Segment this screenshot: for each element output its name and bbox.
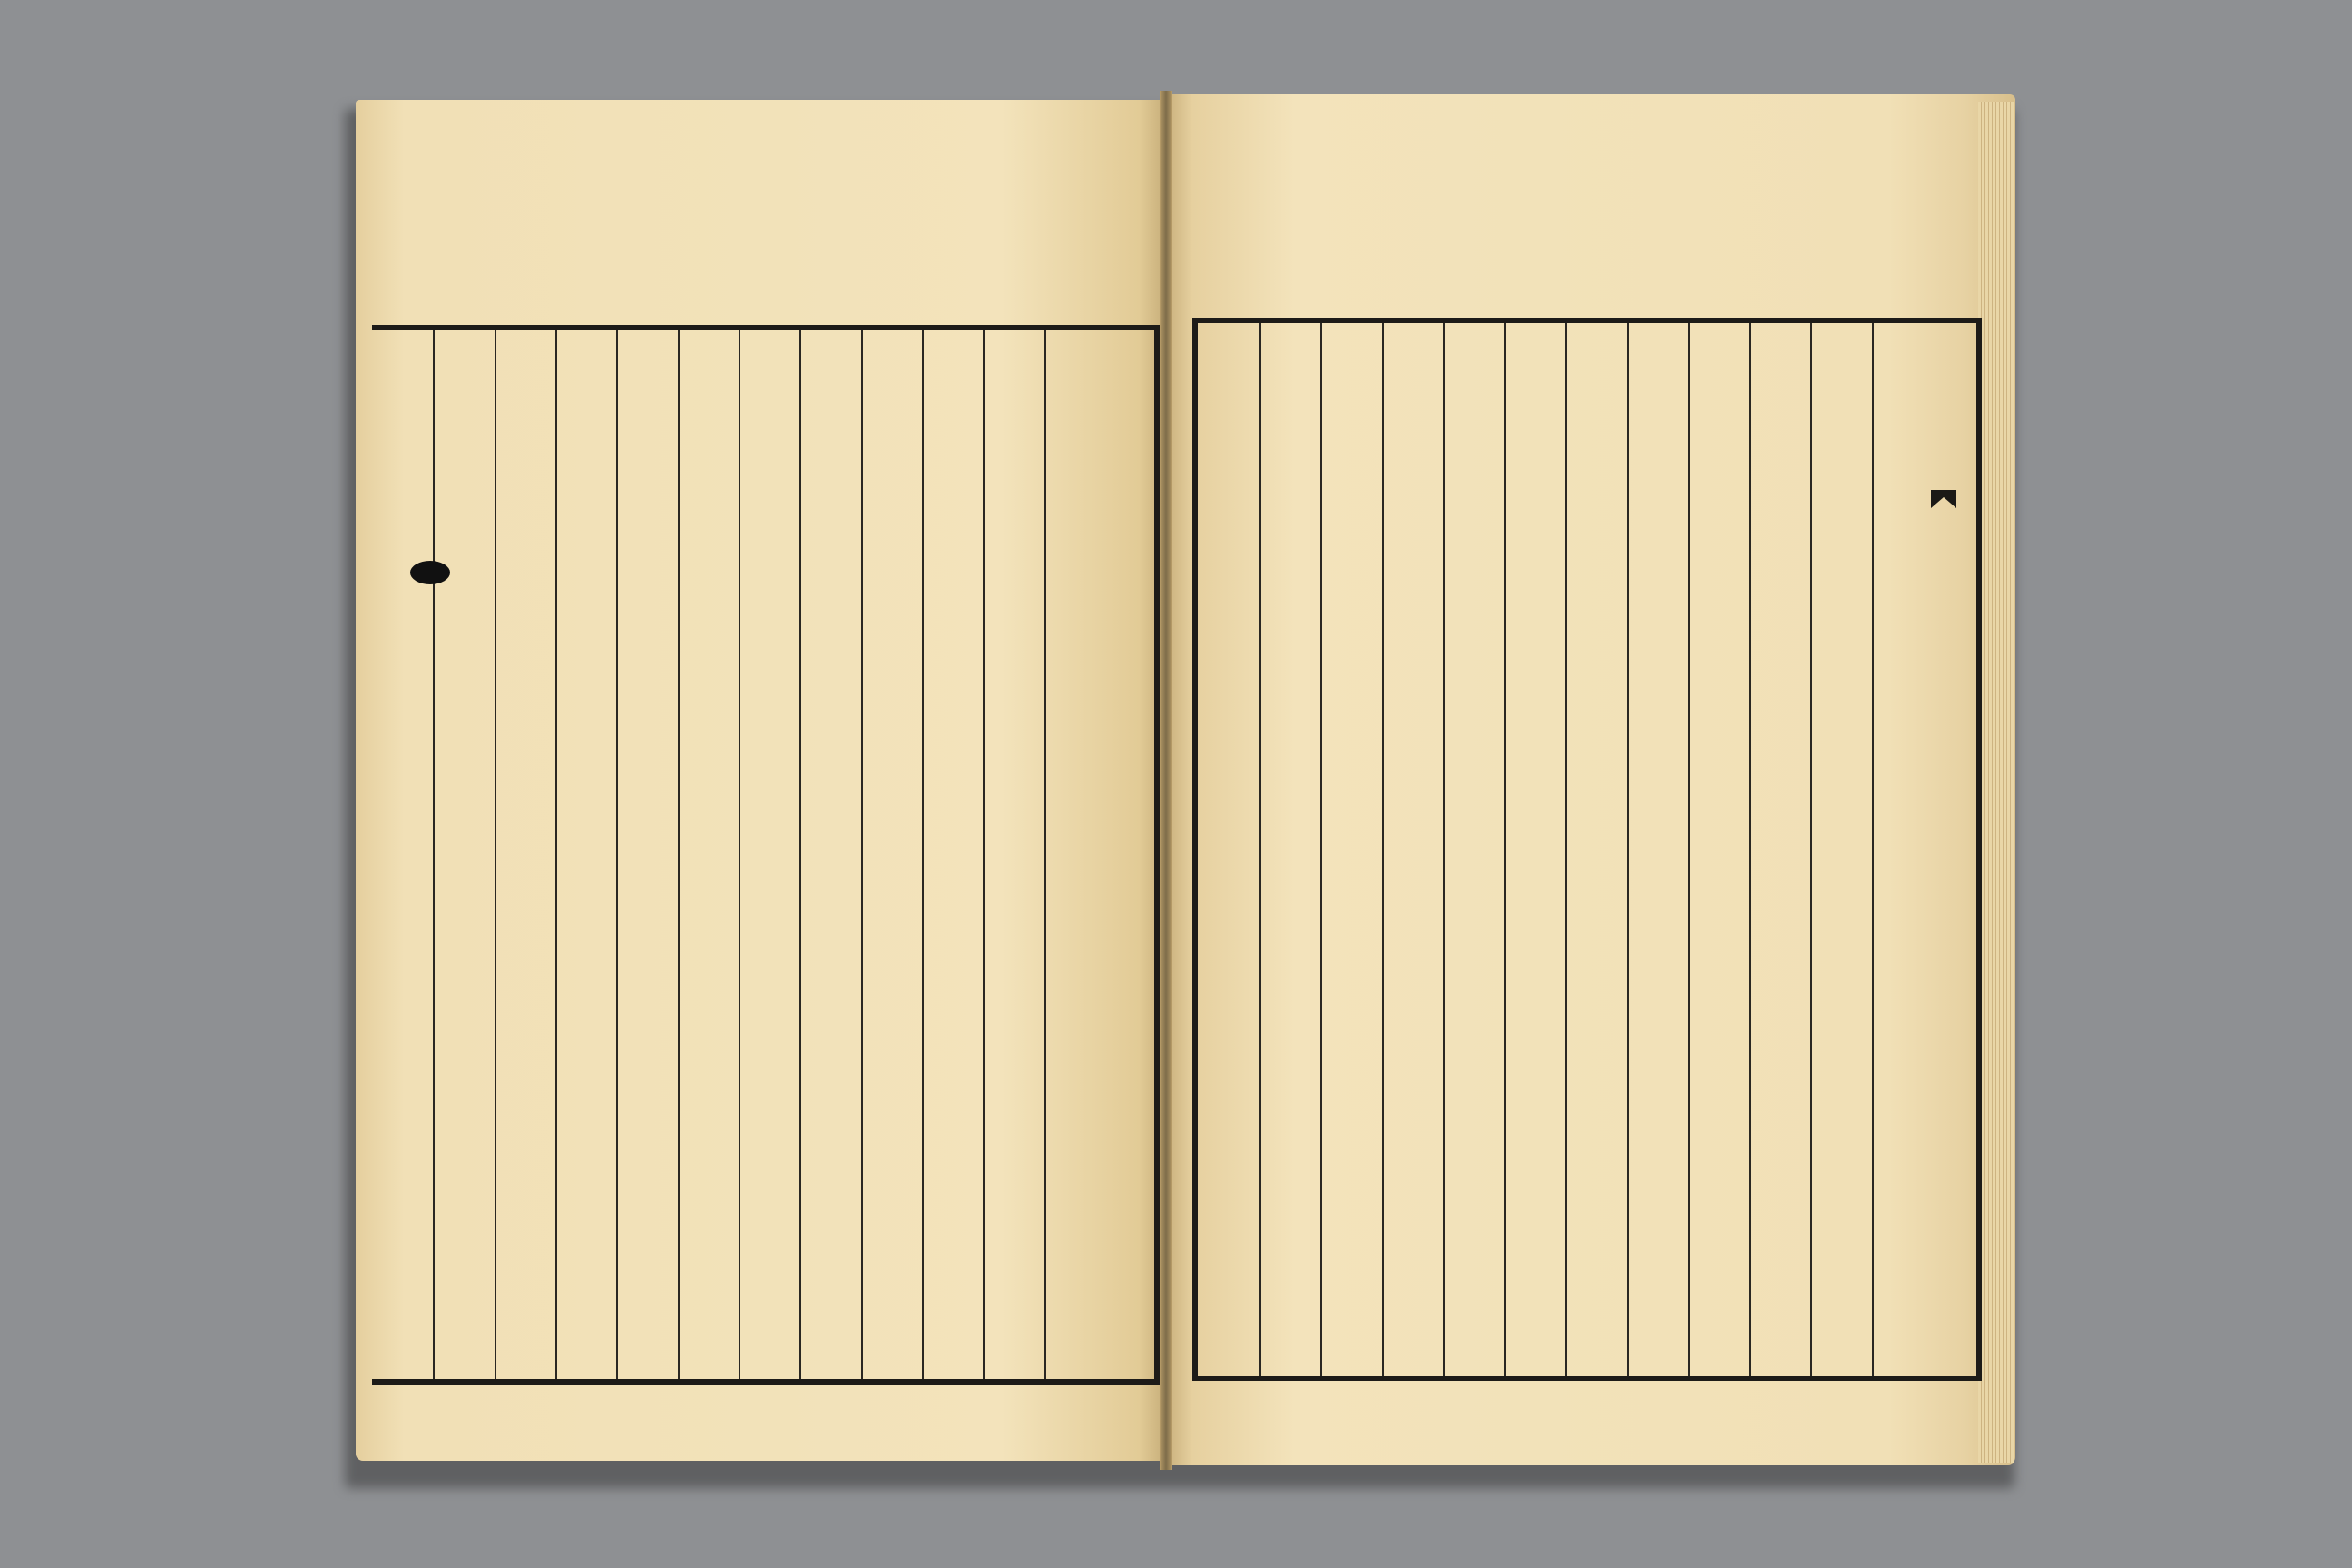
- column-rule: [983, 330, 985, 1379]
- column-rule: [433, 330, 435, 1379]
- column-rule: [1565, 323, 1567, 1376]
- column-rule: [1259, 323, 1261, 1376]
- column-rule: [555, 330, 557, 1379]
- column-rule: [1382, 323, 1384, 1376]
- column-rule: [1504, 323, 1506, 1376]
- book-gutter: [1160, 91, 1172, 1470]
- column-rule: [495, 330, 496, 1379]
- column-rule: [1627, 323, 1629, 1376]
- page-edges: [1978, 102, 2014, 1463]
- ink-blot: [410, 561, 450, 584]
- column-rule: [1044, 330, 1046, 1379]
- column-rule: [1688, 323, 1690, 1376]
- column-rule: [1810, 323, 1812, 1376]
- column-rule: [861, 330, 863, 1379]
- column-rule: [922, 330, 924, 1379]
- column-rule: [799, 330, 801, 1379]
- left-text-frame: [372, 325, 1160, 1385]
- right-text-frame: [1192, 318, 1982, 1381]
- column-rule: [678, 330, 680, 1379]
- column-rule: [1320, 323, 1322, 1376]
- column-rule: [1749, 323, 1751, 1376]
- column-rule: [1443, 323, 1445, 1376]
- column-rule: [616, 330, 618, 1379]
- column-rule: [739, 330, 740, 1379]
- column-rule: [1872, 323, 1874, 1376]
